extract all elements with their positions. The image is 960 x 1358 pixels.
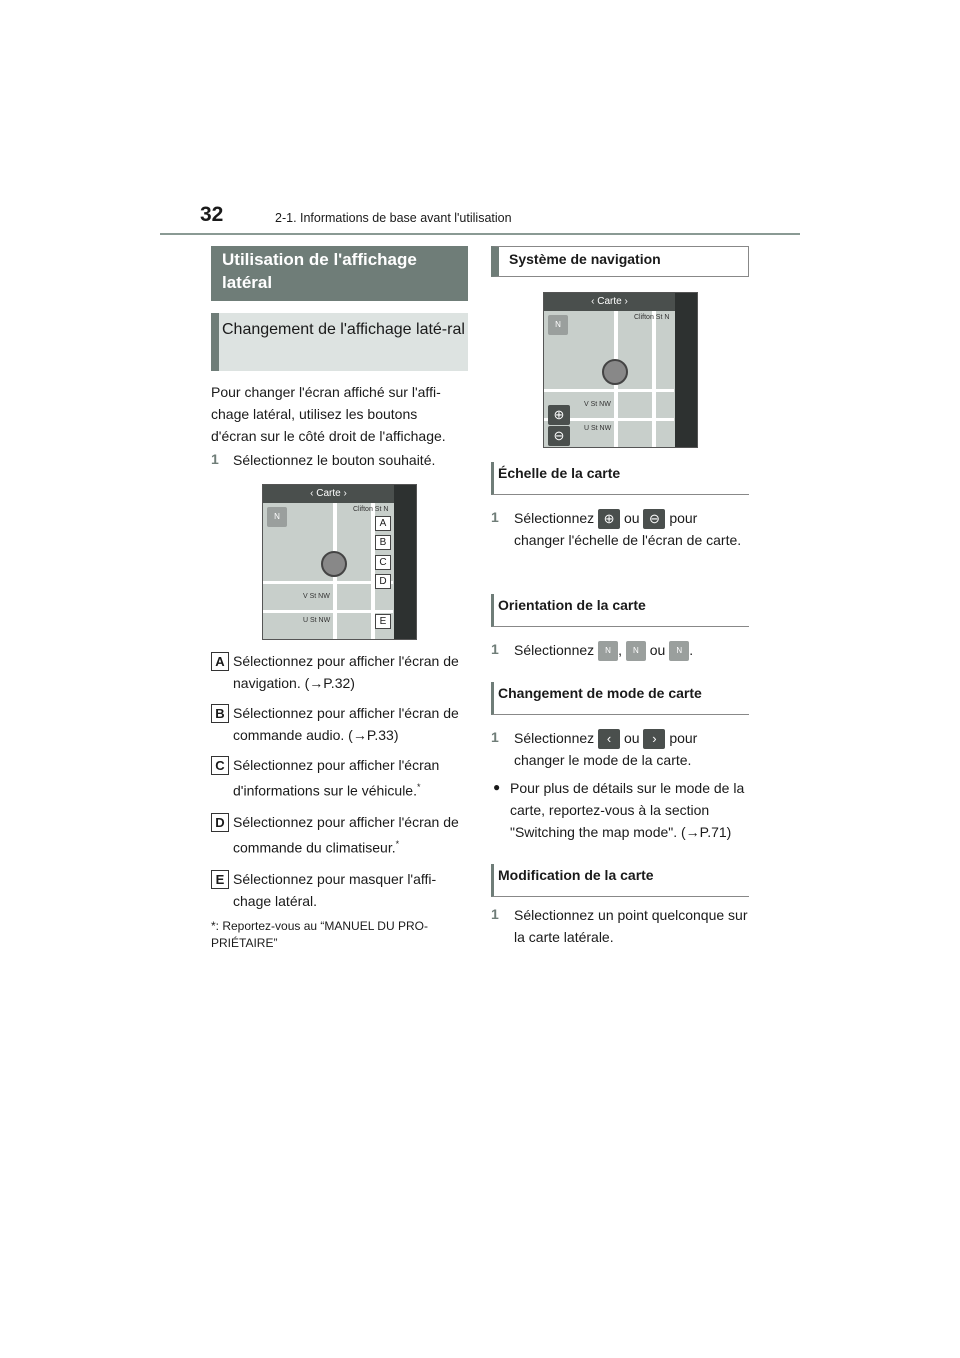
map-road	[652, 311, 656, 447]
scale-step-or: ou	[623, 510, 640, 526]
step-number: 1	[211, 451, 219, 467]
orientation-end: .	[689, 642, 694, 658]
orientation-or: ou	[649, 642, 666, 658]
mode-step-b: pour changer le mode de la carte.	[514, 730, 698, 769]
mode-step-a: Sélectionnez	[514, 730, 595, 746]
zoom-in-icon: ⊕	[548, 405, 570, 425]
step-number: 1	[491, 641, 499, 657]
street-label: V St NW	[303, 593, 330, 600]
zoom-out-icon: ⊖	[548, 426, 570, 446]
orientation-step	[514, 639, 749, 661]
scale-step	[514, 507, 749, 551]
chevron-left-icon: ‹	[598, 729, 620, 749]
scale-step-a: Sélectionnez	[514, 510, 595, 526]
nav-section-title: Système de navigation	[491, 246, 749, 277]
footnote: *: Reportez-vous au “MANUEL DU PRO-PRIÉTAIRE”	[211, 919, 428, 950]
side-display-screenshot	[262, 484, 417, 640]
callout-c: C	[375, 555, 391, 570]
street-label: U St NW	[584, 425, 612, 432]
orientation-sep: ,	[618, 642, 622, 658]
step-text: Sélectionnez le bouton souhaité.	[233, 452, 436, 468]
vehicle-position-icon	[602, 359, 628, 385]
street-label: U St NW	[303, 617, 331, 624]
item-letter-c: C	[211, 756, 229, 775]
item-d-label: Sélectionnez pour afficher l'écran de commande du climatiseur.	[233, 814, 459, 856]
map-road	[263, 610, 393, 613]
scale-step-b: pour changer l'échelle de l'écran de carte.	[514, 510, 742, 549]
compass-icon: N	[267, 507, 287, 527]
map-road	[544, 389, 674, 392]
zoom-out-icon: ⊖	[643, 509, 665, 529]
north-up-icon: N	[626, 641, 646, 661]
item-letter-d: D	[211, 813, 229, 832]
mode-note: Pour plus de détails sur le mode de la carte, reportez-vous à la section "Switching the map mode". (→P.71)	[510, 780, 745, 840]
side-button-strip	[675, 293, 697, 447]
callout-b: B	[375, 535, 391, 550]
navigation-screenshot	[543, 292, 698, 448]
side-button-strip	[394, 485, 416, 639]
modify-step: Sélectionnez un point quelconque sur la carte latérale.	[514, 907, 748, 945]
zoom-in-icon: ⊕	[598, 509, 620, 529]
bullet-icon: ●	[493, 780, 501, 794]
chapter-title: 2-1. Informations de base avant l'utilisation	[275, 211, 512, 225]
item-letter-a: A	[211, 652, 229, 671]
map-road	[263, 581, 393, 584]
street-label: Clifton St N	[634, 314, 670, 321]
street-label: V St NW	[584, 401, 611, 408]
heading-up-icon: N	[598, 641, 618, 661]
compass-icon: N	[548, 315, 568, 335]
callout-d: D	[375, 574, 391, 589]
scale-heading: Échelle de la carte	[491, 462, 749, 495]
item-d-text: Sélectionnez pour afficher l'écran de commande du climatiseur.*	[233, 814, 459, 856]
section-title: Utilisation de l'affichage latéral	[211, 246, 468, 301]
item-letter-b: B	[211, 704, 229, 723]
mode-step-or: ou	[623, 730, 640, 746]
callout-e: E	[375, 614, 391, 629]
vehicle-position-icon	[321, 551, 347, 577]
item-b-text: Sélectionnez pour afficher l'écran de commande audio. (→P.33)	[233, 705, 459, 743]
screen-title-bar: ‹ Carte ›	[544, 293, 675, 311]
step-number: 1	[491, 509, 499, 525]
3d-map-icon: N	[669, 641, 689, 661]
subsection-title: Changement de l'affichage laté-ral	[211, 313, 468, 371]
item-c-text: Sélectionnez pour afficher l'écran d'informations sur le véhicule.*	[233, 757, 440, 799]
page-number: 32	[200, 203, 224, 226]
mode-heading: Changement de mode de carte	[491, 682, 749, 715]
step-number: 1	[491, 906, 499, 922]
orientation-heading: Orientation de la carte	[491, 594, 749, 627]
callout-a: A	[375, 516, 391, 531]
step-number: 1	[491, 729, 499, 745]
street-label: Clifton St N	[353, 506, 389, 513]
intro-paragraph: Pour changer l'écran affiché sur l'affi-chage latéral, utilisez les boutons d'écran sur le côté droit de l'affichage.	[211, 384, 446, 444]
screen-title: Carte	[597, 296, 622, 307]
mode-step	[514, 727, 749, 771]
screen-title-bar: ‹ Carte ›	[263, 485, 394, 503]
screen-title: Carte	[316, 488, 341, 499]
header-rule	[160, 233, 800, 235]
item-c-label: Sélectionnez pour afficher l'écran d'informations sur le véhicule.	[233, 757, 440, 799]
item-letter-e: E	[211, 870, 229, 889]
item-e-text: Sélectionnez pour masquer l'affi-chage latéral.	[233, 871, 437, 909]
modify-heading: Modification de la carte	[491, 864, 749, 897]
orientation-step-a: Sélectionnez	[514, 642, 595, 658]
chevron-right-icon: ›	[643, 729, 665, 749]
item-a-text: Sélectionnez pour afficher l'écran de navigation. (→P.32)	[233, 653, 459, 691]
